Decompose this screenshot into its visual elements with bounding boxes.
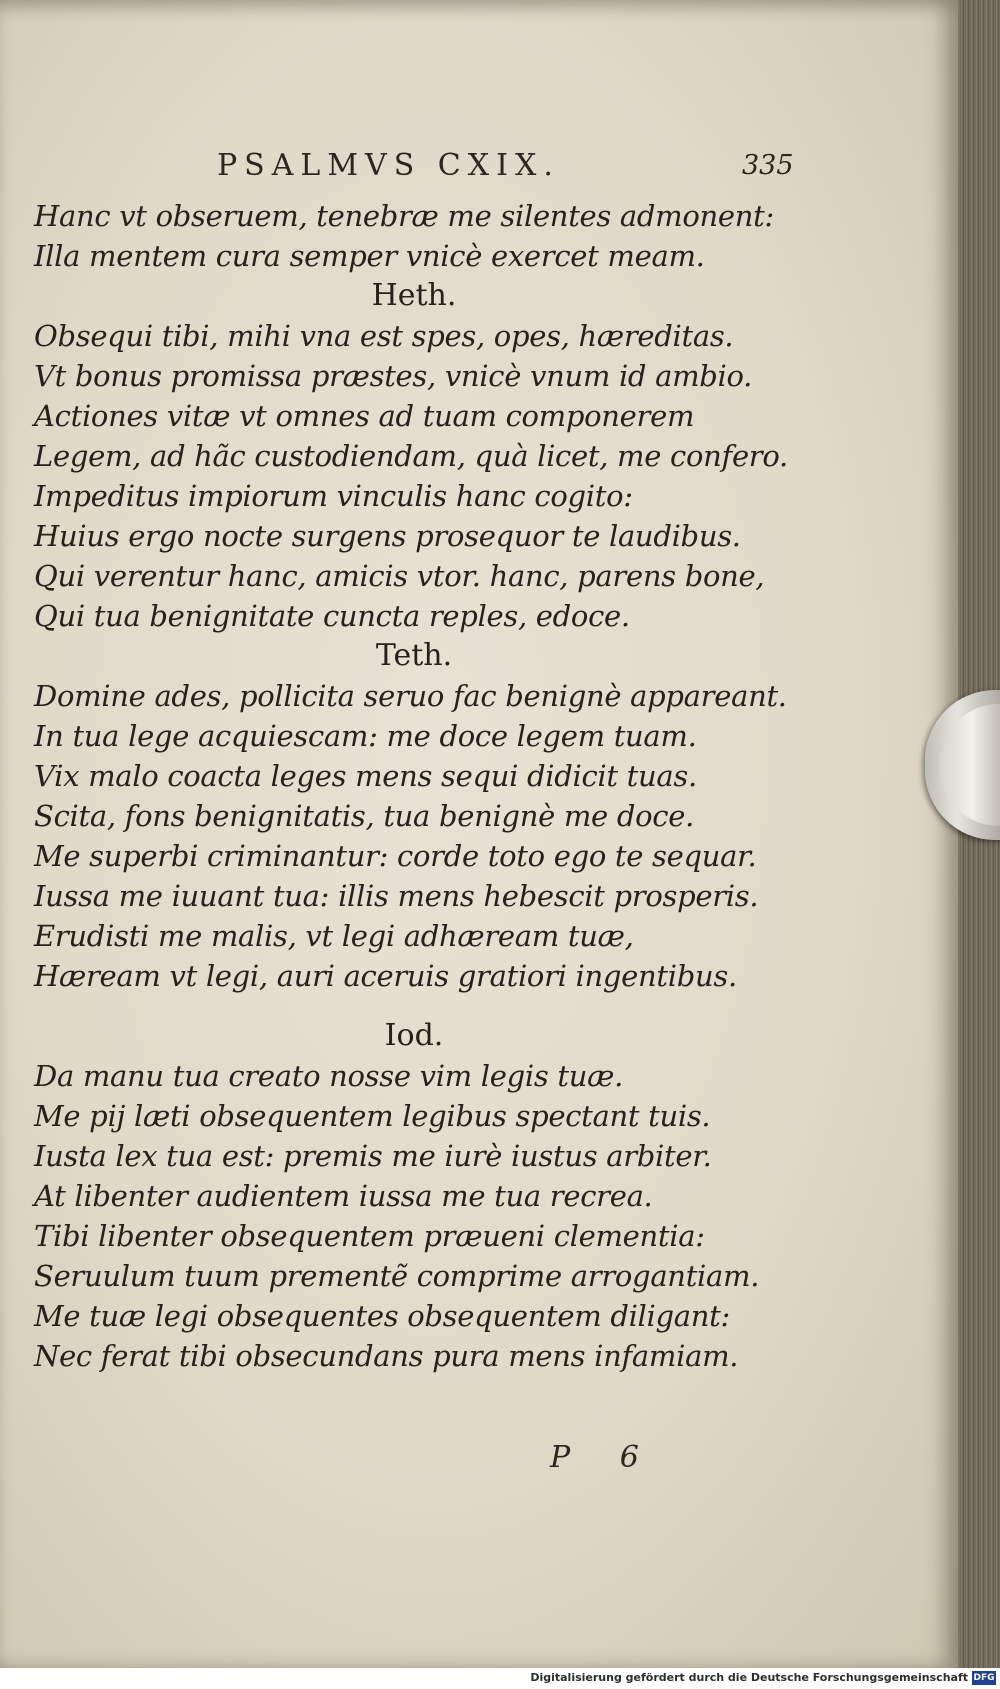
page-header [0, 148, 958, 188]
verse-line: Me superbi criminantur: corde toto ego te sequar. [34, 839, 757, 873]
dfg-logo-icon: DFG [973, 1673, 995, 1683]
verse-line: Hanc vt obseruem, tenebræ me silentes admonent: [34, 199, 774, 233]
verse-line: At libenter audientem iussa me tua recrea. [34, 1179, 653, 1213]
verse-line: Iusta lex tua est: premis me iurè iustus arbiter. [34, 1139, 712, 1173]
verse-line: Scita, fons benignitatis, tua benignè me doce. [34, 799, 694, 833]
verse-line: Seruulum tuum prementẽ comprime arrogantiam. [34, 1259, 760, 1293]
verse-line: Huius ergo nocte surgens prosequor te laudibus. [34, 519, 741, 553]
page-clip-inner [939, 704, 1000, 826]
verse-line: Vix malo coacta leges mens sequi didicit tuas. [34, 759, 697, 793]
running-title: PSALMVS CXIX. [217, 148, 560, 183]
verse-line: Me pij læti obsequentem legibus spectant tuis. [34, 1099, 711, 1133]
section-heading: Iod. [384, 1018, 444, 1053]
page-number: 335 [742, 150, 794, 181]
verse-line: Me tuæ legi obsequentes obsequentem diligant: [34, 1299, 730, 1333]
verse-line: Impeditus impiorum vinculis hanc cogito: [34, 479, 633, 513]
verse-line: Actiones vitæ vt omnes ad tuam componerem [34, 399, 695, 433]
signature-mark: P 6 [550, 1440, 659, 1475]
verse-line: Illa mentem cura semper vnicè exercet meam. [34, 239, 705, 273]
verse-line: Da manu tua creato nosse vim legis tuæ. [34, 1059, 623, 1093]
footer-bar [0, 1668, 1000, 1689]
verse-line: Tibi libenter obsequentem præueni clementia: [34, 1219, 705, 1253]
verse-line: In tua lege acquiescam: me doce legem tuam. [34, 719, 697, 753]
verse-line: Iussa me iuuant tua: illis mens hebescit prosperis. [34, 879, 759, 913]
verse-line: Obsequi tibi, mihi vna est spes, opes, hæreditas. [34, 319, 734, 353]
verse-line: Erudisti me malis, vt legi adhæream tuæ, [34, 919, 634, 953]
verse-line: Hæream vt legi, auri aceruis gratiori ingentibus. [34, 959, 737, 993]
verse-line: Qui verentur hanc, amicis vtor. hanc, parens bone, [34, 559, 765, 593]
verse-line: Nec ferat tibi obsecundans pura mens infamiam. [34, 1339, 739, 1373]
verse-line: Qui tua benignitate cuncta reples, edoce. [34, 599, 630, 633]
verse-line: Domine ades, pollicita seruo fac benignè appareant. [34, 679, 787, 713]
verse-line: Vt bonus promissa præstes, vnicè vnum id ambio. [34, 359, 753, 393]
section-gap [34, 996, 794, 1016]
verse-line: Legem, ad hãc custodiendam, quà licet, me confero. [34, 439, 788, 473]
footer-credit: Digitalisierung gefördert durch die Deutsche Forschungsgemeinschaft [530, 1671, 968, 1684]
section-heading: Teth. [375, 638, 453, 673]
psalm-text [34, 196, 794, 1376]
section-heading: Heth. [371, 278, 457, 313]
